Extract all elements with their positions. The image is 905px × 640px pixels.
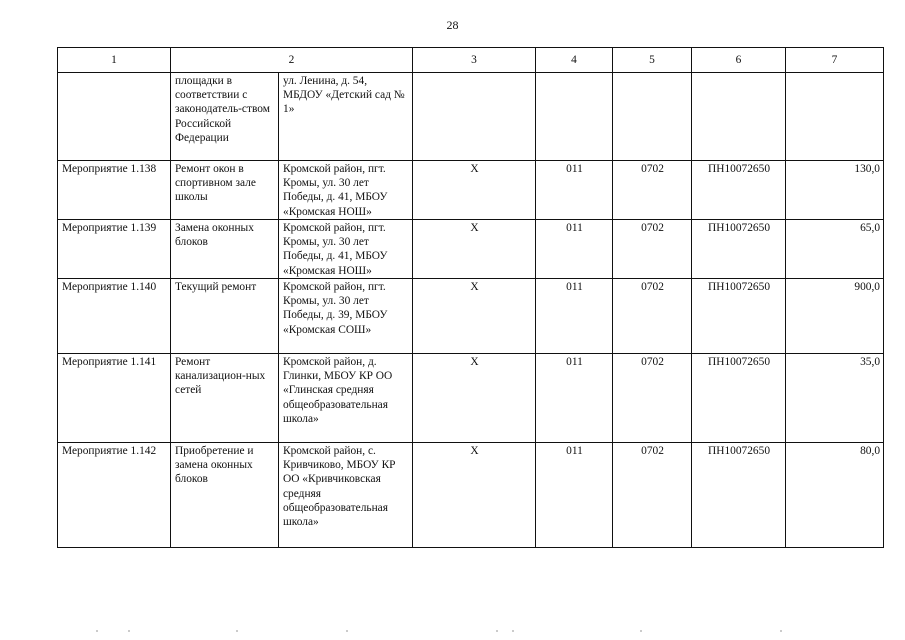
cell-col3: Х [413,443,536,548]
cell-description: Ремонт окон в спортивном зале школы [171,161,279,220]
header-row [58,48,884,73]
cell-address: Кромской район, с. Кривчиково, МБОУ КР ОО «Кривчиковская средняя общеобразовательная школа» [279,443,413,548]
budget-table [57,47,884,548]
cell-col3: Х [413,354,536,443]
cell-col7: 65,0 [786,220,884,279]
cell-col4: 011 [536,161,613,220]
cell-address: ул. Ленина, д. 54, МБДОУ «Детский сад № 1» [279,73,413,161]
table-row [58,161,884,220]
cell-col6: ПН10072650 [692,161,786,220]
cell-col4: 011 [536,279,613,354]
cell-col5: 0702 [613,220,692,279]
table-row [58,354,884,443]
cell-col5 [613,73,692,161]
cell-col5: 0702 [613,161,692,220]
cell-address: Кромской район, пгт. Кромы, ул. 30 лет Победы, д. 41, МБОУ «Кромская НОШ» [279,161,413,220]
cell-col4 [536,73,613,161]
cell-col7: 900,0 [786,279,884,354]
header-col-5: 5 [613,48,692,73]
cell-col6: ПН10072650 [692,354,786,443]
cell-measure: Мероприятие 1.141 [58,354,171,443]
cell-col5: 0702 [613,354,692,443]
cell-address: Кромской район, д. Глинки, МБОУ КР ОО «Глинская средняя общеобразовательная школа» [279,354,413,443]
header-col-3: 3 [413,48,536,73]
table-row [58,279,884,354]
cell-col3: Х [413,161,536,220]
scan-artifacts [0,626,905,640]
cell-description: Приобретение и замена оконных блоков [171,443,279,548]
cell-col4: 011 [536,443,613,548]
cell-col7: 130,0 [786,161,884,220]
table-row [58,443,884,548]
table-row [58,73,884,161]
cell-col3 [413,73,536,161]
cell-col5: 0702 [613,279,692,354]
page-number: 28 [446,18,459,32]
cell-col3: Х [413,220,536,279]
cell-col7 [786,73,884,161]
cell-measure: Мероприятие 1.140 [58,279,171,354]
header-col-2: 2 [171,48,413,73]
cell-col6: ПН10072650 [692,443,786,548]
cell-description: Замена оконных блоков [171,220,279,279]
cell-measure: Мероприятие 1.142 [58,443,171,548]
cell-col4: 011 [536,354,613,443]
cell-col7: 35,0 [786,354,884,443]
cell-measure: Мероприятие 1.138 [58,161,171,220]
header-col-4: 4 [536,48,613,73]
cell-description: Ремонт канализацион-ных сетей [171,354,279,443]
header-col-7: 7 [786,48,884,73]
cell-description: площадки в соответствии с законодатель-ством Российской Федерации [171,73,279,161]
cell-measure [58,73,171,161]
cell-address: Кромской район, пгт. Кромы, ул. 30 лет Победы, д. 39, МБОУ «Кромская СОШ» [279,279,413,354]
cell-measure: Мероприятие 1.139 [58,220,171,279]
table-row [58,220,884,279]
header-col-1: 1 [58,48,171,73]
cell-address: Кромской район, пгт. Кромы, ул. 30 лет Победы, д. 41, МБОУ «Кромская НОШ» [279,220,413,279]
cell-col6: ПН10072650 [692,279,786,354]
cell-col7: 80,0 [786,443,884,548]
cell-col4: 011 [536,220,613,279]
cell-col5: 0702 [613,443,692,548]
cell-col6: ПН10072650 [692,220,786,279]
header-col-6: 6 [692,48,786,73]
cell-col6 [692,73,786,161]
cell-description: Текущий ремонт [171,279,279,354]
cell-col3: Х [413,279,536,354]
